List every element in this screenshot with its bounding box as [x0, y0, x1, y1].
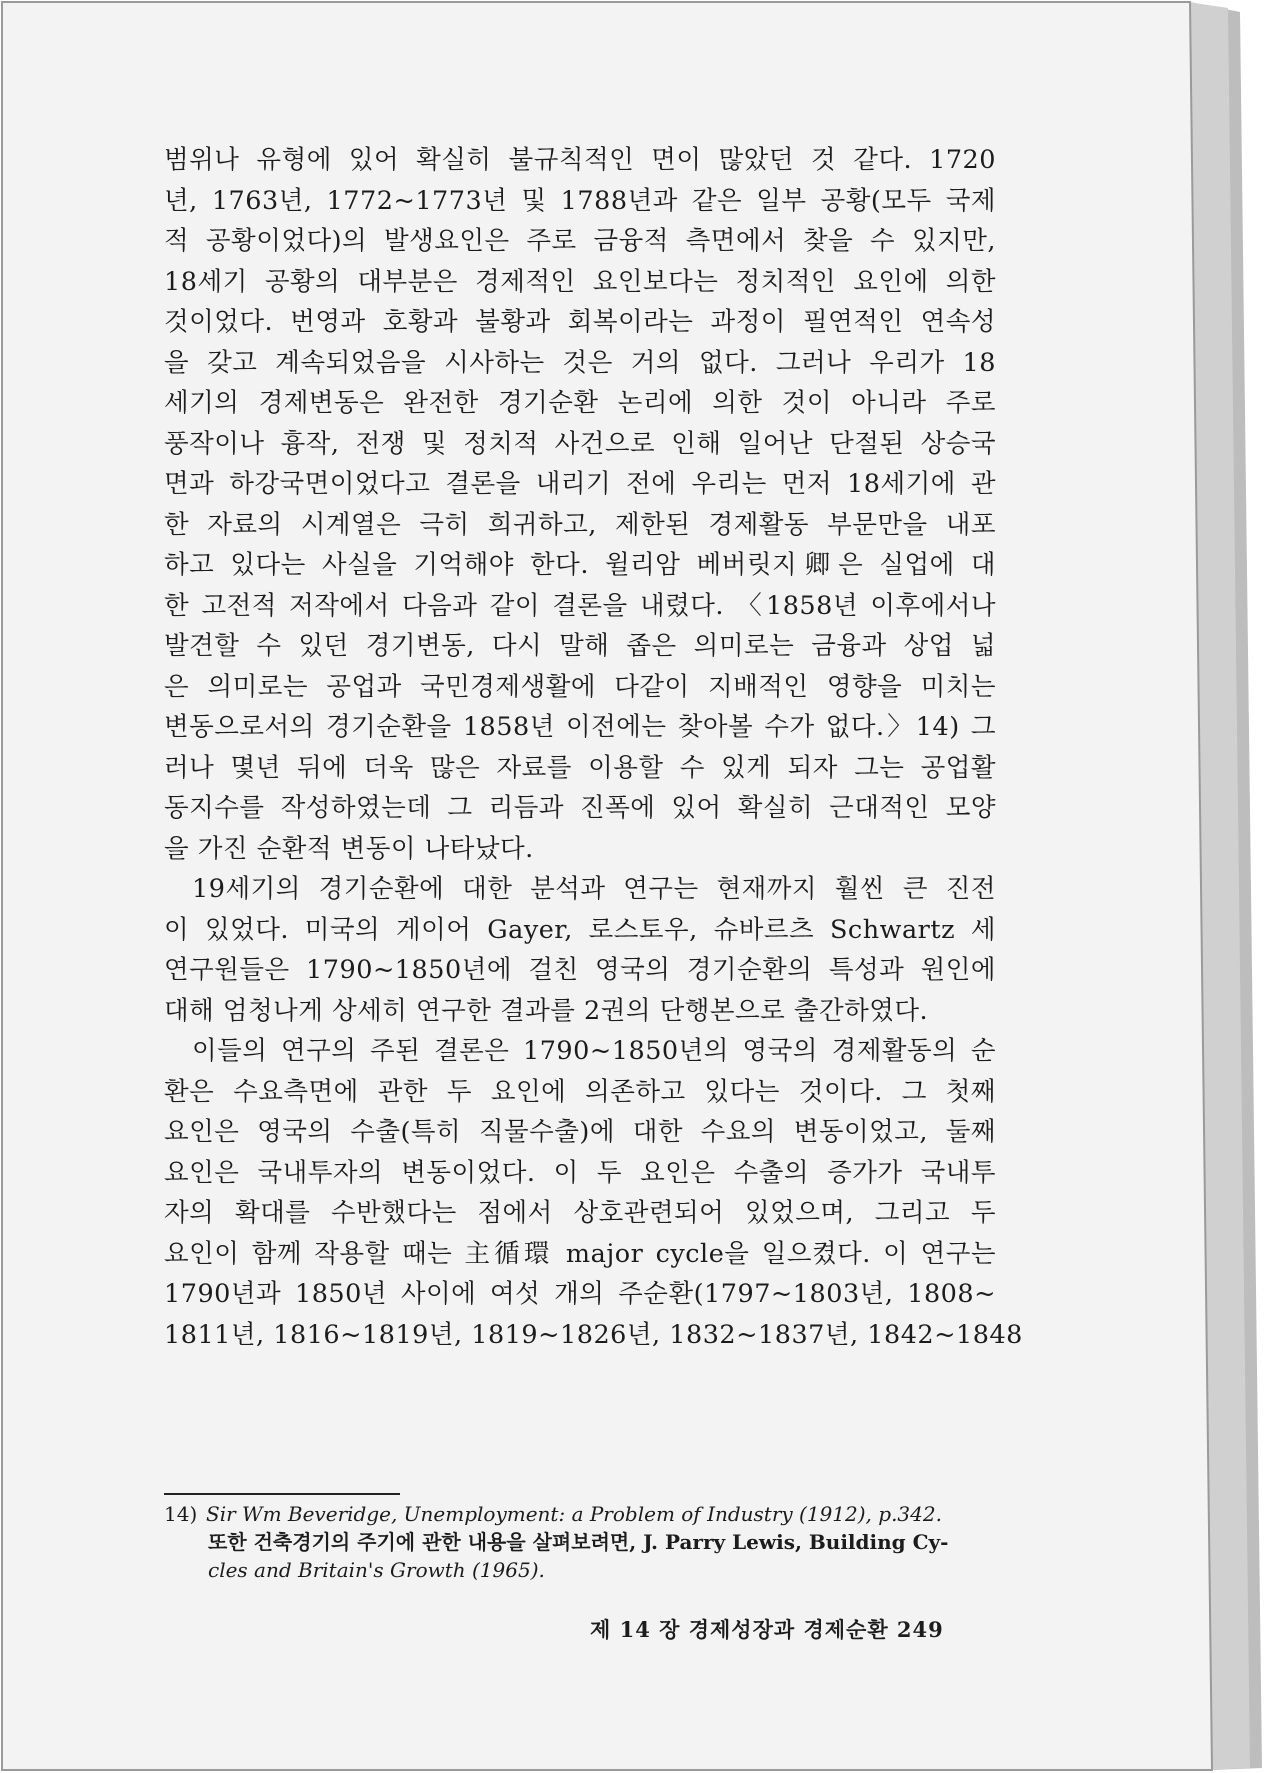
footnote-line-1: [164, 1500, 1004, 1528]
text-line: 한 고전적 저작에서 다음과 같이 결론을 내렸다. 〈1858년 이후에서나: [164, 590, 996, 621]
text-line: 년, 1763년, 1772~1773년 및 1788년과 같은 일부 공황(모두 국제: [164, 185, 996, 216]
paragraph: [164, 869, 996, 1031]
text-line: 1811년, 1816~1819년, 1819~1826년, 1832~1837년, 1842~1848: [164, 1319, 1023, 1350]
text-line: 하고 있다는 사실을 기억해야 한다. 윌리암 베버릿지卿은 실업에 대: [164, 550, 996, 580]
text-line: 환은 수요측면에 관한 두 요인에 의존하고 있다는 것이다. 그 첫째: [164, 1076, 996, 1107]
running-footer: 제 14 장 경제성장과 경제순환 249: [590, 1617, 944, 1642]
text-line: 범위나 유형에 있어 확실히 불규칙적인 면이 많았던 것 같다. 1720: [164, 145, 996, 175]
text-line: 은 의미로는 공업과 국민경제생활에 다같이 지배적인 영향을 미치는: [164, 671, 996, 702]
footnote-text-1: Sir Wm Beveridge, Unemployment: a Problem of Industry (1912), p.342.: [206, 1502, 942, 1526]
text-line: 동지수를 작성하였는데 그 리듬과 진폭에 있어 확실히 근대적인 모양: [164, 793, 996, 823]
text-line: 풍작이나 흉작, 전쟁 및 정치적 사건으로 인해 일어난 단절된 상승국: [164, 428, 996, 459]
text-line: 한 자료의 시계열은 극히 희귀하고, 제한된 경제활동 부문만을 내포: [164, 509, 996, 540]
text-line: 이 있었다. 미국의 게이어 Gayer, 로스토우, 슈바르츠 Schwartz 세: [164, 914, 996, 945]
paragraph: [164, 140, 996, 869]
text-line: 러나 몇년 뒤에 더욱 많은 자료를 이용할 수 있게 되자 그는 공업활: [164, 752, 996, 783]
text-line: 면과 하강국면이었다고 결론을 내리기 전에 우리는 먼저 18세기에 관: [164, 469, 996, 499]
text-line: 연구원들은 1790~1850년에 걸친 영국의 경기순환의 특성과 원인에: [164, 955, 996, 985]
text-line: 것이었다. 번영과 호황과 불황과 회복이라는 과정이 필연적인 연속성: [164, 307, 996, 337]
footnote-divider: [164, 1493, 400, 1495]
text-line: 요인이 함께 작용할 때는 主循環 major cycle을 일으켰다. 이 연구는: [164, 1238, 996, 1269]
footnote-number: 14): [164, 1502, 198, 1526]
footnote-line-3: cles and Britain's Growth (1965).: [208, 1558, 545, 1582]
footnote: [164, 1500, 1004, 1584]
text-line: 요인은 국내투자의 변동이었다. 이 두 요인은 수출의 증가가 국내투: [164, 1157, 996, 1188]
body-text: [164, 140, 1023, 1355]
text-line: 발견할 수 있던 경기변동, 다시 말해 좁은 의미로는 금융과 상업 넓: [164, 631, 996, 661]
text-line: 18세기 공황의 대부분은 경제적인 요인보다는 정치적인 요인에 의한: [164, 266, 996, 297]
text-line: 19세기의 경기순환에 대한 분석과 연구는 현재까지 훨씬 큰 진전: [192, 874, 996, 904]
text-line: 을 가진 순환적 변동이 나타났다.: [164, 833, 534, 864]
text-line: 자의 확대를 수반했다는 점에서 상호관련되어 있었으며, 그리고 두: [164, 1198, 996, 1228]
text-line: 변동으로서의 경기순환을 1858년 이전에는 찾아볼 수가 없다.〉14) 그: [164, 712, 996, 742]
text-line: 적 공황이었다)의 발생요인은 주로 금융적 측면에서 찾을 수 있지만,: [164, 226, 996, 256]
paragraph: [164, 1031, 1023, 1355]
text-line: 대해 엄청나게 상세히 연구한 결과를 2권의 단행본으로 출간하였다.: [164, 995, 929, 1026]
text-line: 을 갖고 계속되었음을 시사하는 것은 거의 없다. 그러나 우리가 18: [164, 347, 996, 378]
text-line: 세기의 경제변동은 완전한 경기순환 논리에 의한 것이 아니라 주로: [164, 388, 996, 418]
text-line: 이들의 연구의 주된 결론은 1790~1850년의 영국의 경제활동의 순: [192, 1036, 996, 1066]
text-line: 1790년과 1850년 사이에 여섯 개의 주순환(1797~1803년, 1808~: [164, 1279, 996, 1309]
footnote-line-2: 또한 건축경기의 주기에 관한 내용을 살펴보려면, J. Parry Lewis, Building Cy-: [208, 1530, 949, 1554]
text-line: 요인은 영국의 수출(특히 직물수출)에 대한 수요의 변동이었고, 둘째: [164, 1117, 996, 1147]
